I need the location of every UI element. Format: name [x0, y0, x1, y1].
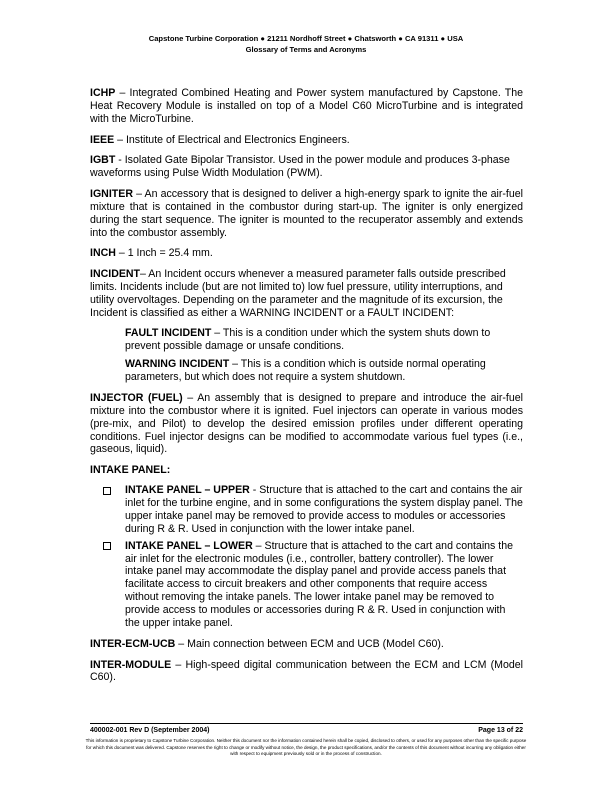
checkbox-bullet-icon — [103, 542, 111, 550]
page-number: Page 13 of 22 — [478, 727, 523, 734]
page-header — [0, 34, 612, 55]
term-igniter: IGNITER — [90, 187, 133, 200]
entry-warning-incident: WARNING INCIDENT – This is a condition which is outside normal operating parameters, but which does not require a system shutdown. — [125, 358, 486, 384]
definition-injector: An assembly that is designed to prepare and introduce the air-fuel mixture into the combustor where it is ignited. Fuel injectors can operate in various modes (pre-mix, and Pilot) to develop the desired emission profiles under different operating conditions. Fuel injector designs can be modified to accommodate various fuel types (i.e., gaseous, liquid). — [90, 391, 523, 456]
term-intake-upper: INTAKE PANEL – UPPER — [125, 484, 250, 497]
definition-inch: 1 Inch = 25.4 mm. — [127, 247, 213, 260]
definition-igniter: An accessory that is designed to deliver a high-energy spark to ignite the air-fuel mixture that is contained in the combustor during start-up. The igniter is only energized during the start sequence. The igniter is mounted to the recuperator assembly and extends into the combustor assembly. — [90, 187, 523, 239]
term-intake-lower: INTAKE PANEL – LOWER — [125, 539, 253, 552]
definition-fault-incident: This is a condition under which the system shuts down to prevent possible damage or unsafe conditions. — [125, 327, 491, 353]
term-inch: INCH — [90, 247, 116, 260]
list-item-intake-upper: INTAKE PANEL – UPPER - Structure that is attached to the cart and contains the air inlet for the turbine engine, and in some configurations the system display panel. The upper intake panel may be removed to provide access to modules or accessories during R & R. Used in conjunction with the lower intake panel. — [90, 484, 523, 536]
checkbox-bullet-icon — [103, 487, 111, 495]
entry-inter-ecm-ucb: INTER-ECM-UCB – Main connection between ECM and UCB (Model C60). — [90, 637, 444, 650]
term-ichp: ICHP — [90, 87, 116, 99]
term-igbt: IGBT — [90, 154, 116, 167]
entry-injector: INJECTOR (FUEL) – An assembly that is designed to prepare and introduce the air-fuel mixture into the combustor where it is ignited. Fuel injectors can operate in various modes (pre-mix, and Pilot) to develop the desired emission profiles under different operating conditions. Fuel injector designs can be modified to accommodate various fuel types (i.e., gaseous, liquid). — [90, 391, 523, 456]
entry-ichp: ICHP – Integrated Combined Heating and Power system manufactured by Capstone. The Heat Recovery Module is installed on top of a Model C60 MicroTurbine and is integrated with the MicroTurbine. — [90, 87, 523, 125]
definition-warning-incident: This is a condition which is outside normal operating parameters, but which does not require a system shutdown. — [125, 358, 486, 384]
term-inter-ecm-ucb: INTER-ECM-UCB — [90, 637, 176, 650]
definition-ieee: Institute of Electrical and Electronics Engineers. — [125, 133, 350, 146]
definition-inter-ecm-ucb: Main connection between ECM and UCB (Model C60). — [187, 637, 444, 650]
term-incident: INCIDENT — [90, 267, 141, 280]
entry-inter-module: INTER-MODULE – High-speed digital communication between the ECM and LCM (Model C60). — [90, 658, 523, 684]
definition-igbt: Isolated Gate Bipolar Transistor. Used in the power module and produces 3-phase waveforms using Pulse Width Modulation (PWM). — [90, 154, 510, 180]
glossary-body — [90, 87, 523, 692]
entry-inch: INCH – 1 Inch = 25.4 mm. — [90, 247, 213, 260]
term-fault-incident: FAULT INCIDENT — [125, 327, 212, 340]
intake-panel-heading: INTAKE PANEL: — [90, 464, 171, 477]
term-warning-incident: WARNING INCIDENT — [125, 358, 230, 371]
definition-inter-module: High-speed digital communication between the ECM and LCM (Model C60). — [90, 658, 523, 684]
term-injector: INJECTOR (FUEL) — [90, 391, 183, 404]
definition-intake-upper: Structure that is attached to the cart and contains the air inlet for the turbine engine, and in some configurations the system display panel. The upper intake panel may be removed to provide access to modules or accessories during R & R. Used in conjunction with the lower intake panel. — [125, 484, 523, 535]
definition-intake-lower: Structure that is attached to the cart and contains the air inlet for the electronic modules (i.e., controller, battery controller). The lower intake panel may accommodate the display panel and provide access panels that facilitate access to circuit breakers and other components that require access without removing the intake panels. The lower intake panel may be removed to provide access to modules or accessories during R & R. Used in conjunction with the upper intake panel. — [125, 539, 514, 630]
definition-incident: An Incident occurs whenever a measured parameter falls outside prescribed limits. Incidents include (but are not limited to) low fuel pressure, utility interruptions, and utility overvoltages. Depending on the parameter and the magnitude of its excursion, the Incident is classified as either a WARNING INCIDENT or a FAULT INCIDENT: — [90, 267, 506, 319]
document-number: 400002-001 Rev D (September 2004) — [90, 727, 210, 734]
term-inter-module: INTER-MODULE — [90, 658, 172, 671]
document-title: Glossary of Terms and Acronyms — [245, 44, 367, 54]
entry-ieee: IEEE – Institute of Electrical and Electronics Engineers. — [90, 133, 350, 146]
entry-igbt: IGBT - Isolated Gate Bipolar Transistor. Used in the power module and produces 3-phase waveforms using Pulse Width Modulation (PWM). — [90, 154, 510, 180]
definition-ichp: Integrated Combined Heating and Power system manufactured by Capstone. The Heat Recovery Module is installed on top of a Model C60 MicroTurbine and is integrated with the MicroTurbine. — [90, 87, 523, 125]
list-item-intake-lower: INTAKE PANEL – LOWER – Structure that is attached to the cart and contains the air inlet for the electronic modules (i.e., controller, battery controller). The lower intake panel may accommodate the display panel and provide access panels that facilitate access to circuit breakers and other components that require access without removing the intake panels. The lower intake panel may be removed to provide access to modules or accessories during R & R. Used in conjunction with the upper intake panel. — [90, 540, 523, 630]
entry-igniter: IGNITER – An accessory that is designed to deliver a high-energy spark to ignite the air-fuel mixture that is contained in the combustor during start-up. The igniter is only energized during the start sequence. The igniter is mounted to the recuperator assembly and extends into the combustor assembly. — [90, 187, 523, 239]
entry-incident: INCIDENT– An Incident occurs whenever a measured parameter falls outside prescribed limits. Incidents include (but are not limited to) low fuel pressure, utility interruptions, and utility overvoltages. Depending on the parameter and the magnitude of its excursion, the Incident is classified as either a WARNING INCIDENT or a FAULT INCIDENT: — [90, 267, 506, 319]
intake-panel-list — [90, 484, 523, 630]
footer-divider — [90, 723, 523, 724]
incident-subtypes — [125, 327, 523, 384]
company-line: Capstone Turbine Corporation ● 21211 Nordhoff Street ● Chatsworth ● CA 91311 ● USA — [148, 34, 464, 43]
term-ieee: IEEE — [90, 133, 115, 146]
proprietary-disclaimer: This information is proprietary to Capstone Turbine Corporation. Neither this document nor the information contained herein shall be copied, disclosed to others, or used for any purposes other than the specific purpose for which this document was delivered. Capstone reserves the right to change or modify without notice, the design, the product specifications, and/or the contents of this document without incurring any obligation either with respect to equipment previously sold or in the process of construction. — [85, 738, 527, 757]
entry-fault-incident: FAULT INCIDENT – This is a condition under which the system shuts down to prevent possible damage or unsafe conditions. — [125, 327, 491, 353]
